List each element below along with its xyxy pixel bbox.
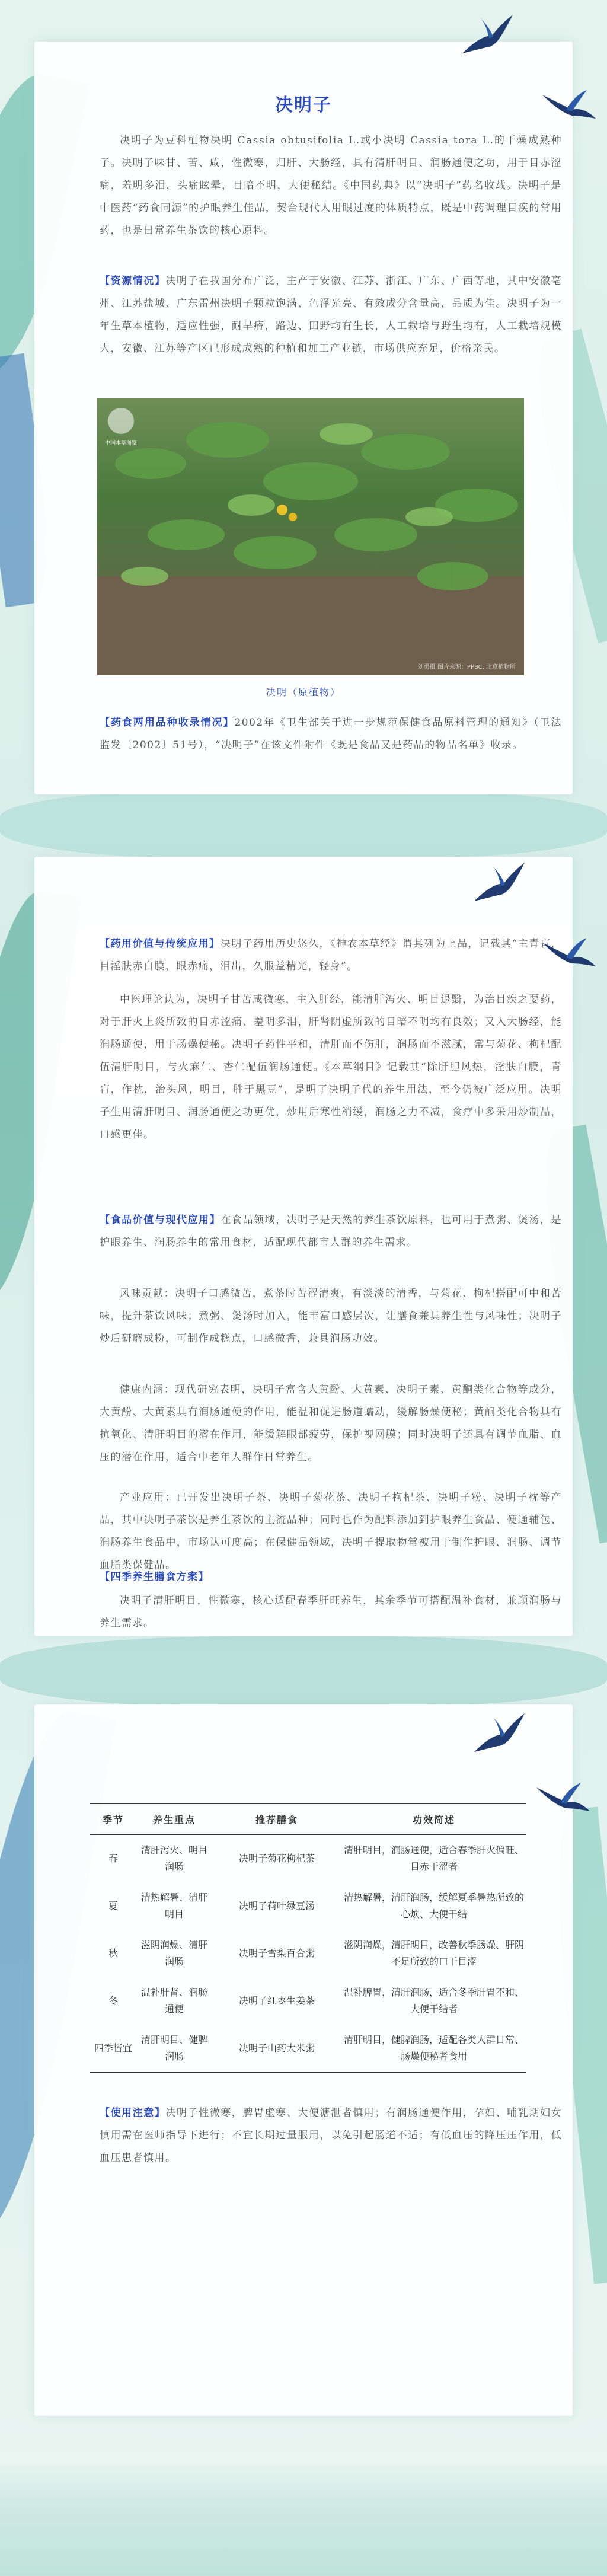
table-cell: 清肝明目，润肠通便，适合春季肝火偏旺、目赤干涩者 — [344, 1844, 525, 1872]
plant-photo-art — [97, 398, 524, 675]
svg-text:刘勇摄 图片来源：PPBC, 北京植物所: 刘勇摄 图片来源：PPBC, 北京植物所 — [417, 664, 516, 671]
catalog-tag: 【药食两用品种收录情况】 — [100, 717, 235, 729]
table-cell: 春 — [108, 1853, 118, 1864]
table-cell: 清肝泻火、明目润肠 — [140, 1844, 207, 1872]
table-row — [90, 1835, 526, 1883]
table-row — [90, 1930, 526, 1977]
table-cell: 温补脾胃，清肝润肠，适合冬季肝胃不和、大便干结者 — [344, 1987, 525, 2015]
medicinal-text: 决明子药用历史悠久，《神农本草经》谓其列为上品，记载其“主青盲，目淫肤赤白膜，眼赤痛，泪出，久服益精光，轻身”。 — [100, 938, 562, 972]
leaf-decoration — [0, 789, 607, 860]
table-cell: 决明子荷叶绿豆汤 — [238, 1900, 315, 1911]
table-row — [90, 2025, 526, 2073]
photo-caption: 决明（原植物） — [266, 687, 341, 698]
swallow-icon — [539, 83, 599, 130]
season-tag: 【四季养生膳食方案】 — [100, 1571, 209, 1583]
table-cell: 决明子雪梨百合粥 — [238, 1948, 315, 1959]
resource-text: 决明子在我国分布广泛，主产于安徽、江苏、浙江、广东、广西等地，其中安徽亳州、江苏盐城、广东雷州决明子颗粒饱满、色泽光亮、有效成分含量高，品质为佳。决明子为一年生草本植物，适应性强，耐旱瘠，路边、田野均有生长，人工栽培与野生均有，人工栽培规模大，安徽、江苏等产区已形成成熟的种植和加工产业链，市场供应充足，价格亲民。 — [100, 275, 563, 355]
table-cell: 清肝明目、健脾润肠 — [136, 2025, 212, 2073]
section-card-value — [34, 857, 573, 1636]
bottom-scenery — [0, 2460, 607, 2576]
table-row — [90, 1882, 526, 1930]
flavor-paragraph: 风味贡献：决明子口感微苦，煮茶时苦涩清爽，有淡淡的清香，与菊花、枸杞搭配可中和苦味，提升茶饮风味；煮粥、煲汤时加入，能丰富口感层次，让膳食兼具养生性与风味性；决明子炒后研磨成粉，可制作成糕点，口感微香，兼具润肠功效。 — [100, 1288, 562, 1345]
swallow-icon — [468, 1710, 528, 1764]
food-paragraph — [100, 1209, 562, 1254]
medicinal-paragraph — [100, 933, 562, 978]
table-cell: 温补肝肾、润肠通便 — [140, 1987, 207, 2015]
plant-photo — [97, 398, 524, 675]
table-header-row — [90, 1803, 526, 1835]
swallow-icon — [539, 931, 599, 978]
table-header-cell: 推荐膳食 — [212, 1803, 341, 1835]
svg-text:中国本草图鉴: 中国本草图鉴 — [104, 440, 138, 446]
swallow-icon — [468, 860, 528, 913]
caution-text: 决明子性微寒，脾胃虚寒、大便溏泄者慎用；有润肠通便作用，孕妇、哺乳期妇女慎用需在医师指导下进行；不宜长期过量服用，以免引起肠道不适；有低血压的降压压作用，低血压患者慎用。 — [100, 2107, 563, 2164]
table-cell: 决明子红枣生姜茶 — [238, 1995, 315, 2006]
catalog-text: 2002年《卫生部关于进一步规范保健食品原料管理的通知》（卫法监发〔2002〕51号），“决明子”在该文件附件《既是食品又是药品的物品名单》收录。 — [100, 717, 563, 751]
section-card-intro — [34, 42, 573, 794]
table-cell: 滋阴润燥、清肝润肠 — [140, 1939, 207, 1967]
swallow-icon — [456, 12, 516, 65]
intro-paragraph: 决明子为豆科植物决明 Cassia obtusifolia L.或小决明 Cassia tora L.的干燥成熟种子。决明子味甘、苦、咸，性微寒，归肝、大肠经，具有清肝明目、润肠通便之功，用于目赤涩痛，羞明多泪，头痛眩晕，目暗不明，大便秘结。《中国药典》以“决明子”药名收载。决明子是中医药“药食同源”的护眼养生佳品，契合现代人用眼过度的体质特点，既是中药调理目疾的常用药，也是日常养生茶饮的核心原料。 — [100, 135, 562, 237]
table-cell: 决明子山药大米粥 — [212, 2025, 341, 2073]
swallow-icon — [533, 1776, 593, 1823]
caution-paragraph — [100, 2102, 562, 2169]
season-diet-table — [90, 1803, 526, 2073]
tcm-paragraph: 中医理论认为，决明子甘苦咸微寒，主入肝经，能清肝泻火、明目退翳，为治目疾之要药，对于肝火上炎所致的目赤涩痛、羞明多泪，肝肾阴虚所致的目暗不明均有良效；又入大肠经，能润肠通便，用于肠燥便秘。决明子药性平和，清肝而不伤肝，润肠而不滋腻，常与菊花、枸杞配伍清肝明目，与火麻仁、杏仁配伍润肠通便。《本草纲目》记载其“除肝胆风热，淫肤白膜，青盲，作枕，治头风，明目，胜于黑豆”，是明了决明子代的养生用法，至今仍被广泛应用。决明子生用清肝明目、润肠通便之功更优，炒用后寒性稍缓，润肠之力不减，食疗中多采用炒制品，口感更佳。 — [100, 994, 562, 1141]
industry-paragraph: 产业应用：已开发出决明子茶、决明子菊花茶、决明子枸杞茶、决明子粉、决明子枕等产品，其中决明子茶饮是养生茶饮的主流品种；同时也作为配料添加到护眼养生食品、便通辅包、润肠养生食品中，市场认可度高；在保健品领域，决明子提取物常被用于制作护眼、润肠、调节血脂类保健品。 — [100, 1492, 562, 1571]
resource-paragraph — [100, 270, 562, 360]
table-header-cell: 功效简述 — [341, 1803, 526, 1835]
season-heading — [100, 1566, 562, 1588]
table-cell: 清肝明目，健脾润肠，适配各类人群日常、肠燥便秘者食用 — [341, 2025, 526, 2073]
table-cell: 清热解暑，清肝润肠，缓解夏季暑热所致的心烦、大便干结 — [344, 1892, 525, 1920]
health-paragraph: 健康内涵：现代研究表明，决明子富含大黄酚、大黄素、决明子素、黄酮类化合物等成分，大黄酚、大黄素具有润肠通便的作用，能温和促进肠道蠕动，缓解肠燥便秘；黄酮类化合物具有抗氧化、清肝明目的潜在作用，能缓解眼部疲劳，保护视网膜；同时决明子还具有调节血脂、血压的潜在作用，适合中老年人群作日常养生。 — [100, 1384, 562, 1463]
table-cell: 夏 — [108, 1900, 118, 1911]
table-cell: 决明子菊花枸杞茶 — [238, 1853, 315, 1864]
catalog-paragraph — [100, 711, 562, 756]
food-tag: 【食品价值与现代应用】 — [100, 1214, 221, 1226]
table-header-cell: 季节 — [90, 1803, 136, 1835]
leaf-decoration — [0, 1636, 607, 1707]
table-cell: 秋 — [108, 1948, 118, 1959]
table-cell: 滋阴润燥，清肝明目，改善秋季肠燥、肝阴不足所致的口干目涩 — [344, 1939, 525, 1967]
photo-watermark-logo — [105, 408, 137, 446]
table-cell: 冬 — [108, 1995, 118, 2006]
page-title: 决明子 — [275, 95, 332, 116]
table-row — [90, 1977, 526, 2025]
section-card-diet — [34, 1704, 573, 2416]
caution-tag: 【使用注意】 — [100, 2107, 166, 2119]
medicinal-tag: 【药用价值与传统应用】 — [100, 938, 221, 950]
table-header-cell: 养生重点 — [136, 1803, 212, 1835]
season-paragraph: 决明子清肝明目，性微寒，核心适配春季肝旺养生，其余季节可搭配温补食材，兼顾润肠与养生需求。 — [100, 1595, 562, 1629]
table-cell: 清热解暑、清肝明目 — [140, 1892, 207, 1920]
resource-tag: 【资源情况】 — [100, 275, 166, 287]
food-text: 在食品领域，决明子是天然的养生茶饮原料，也可用于煮粥、煲汤，是护眼养生、润肠养生的常用食材，适配现代都市人群的养生需求。 — [100, 1214, 563, 1249]
table-cell: 四季皆宜 — [90, 2025, 136, 2073]
